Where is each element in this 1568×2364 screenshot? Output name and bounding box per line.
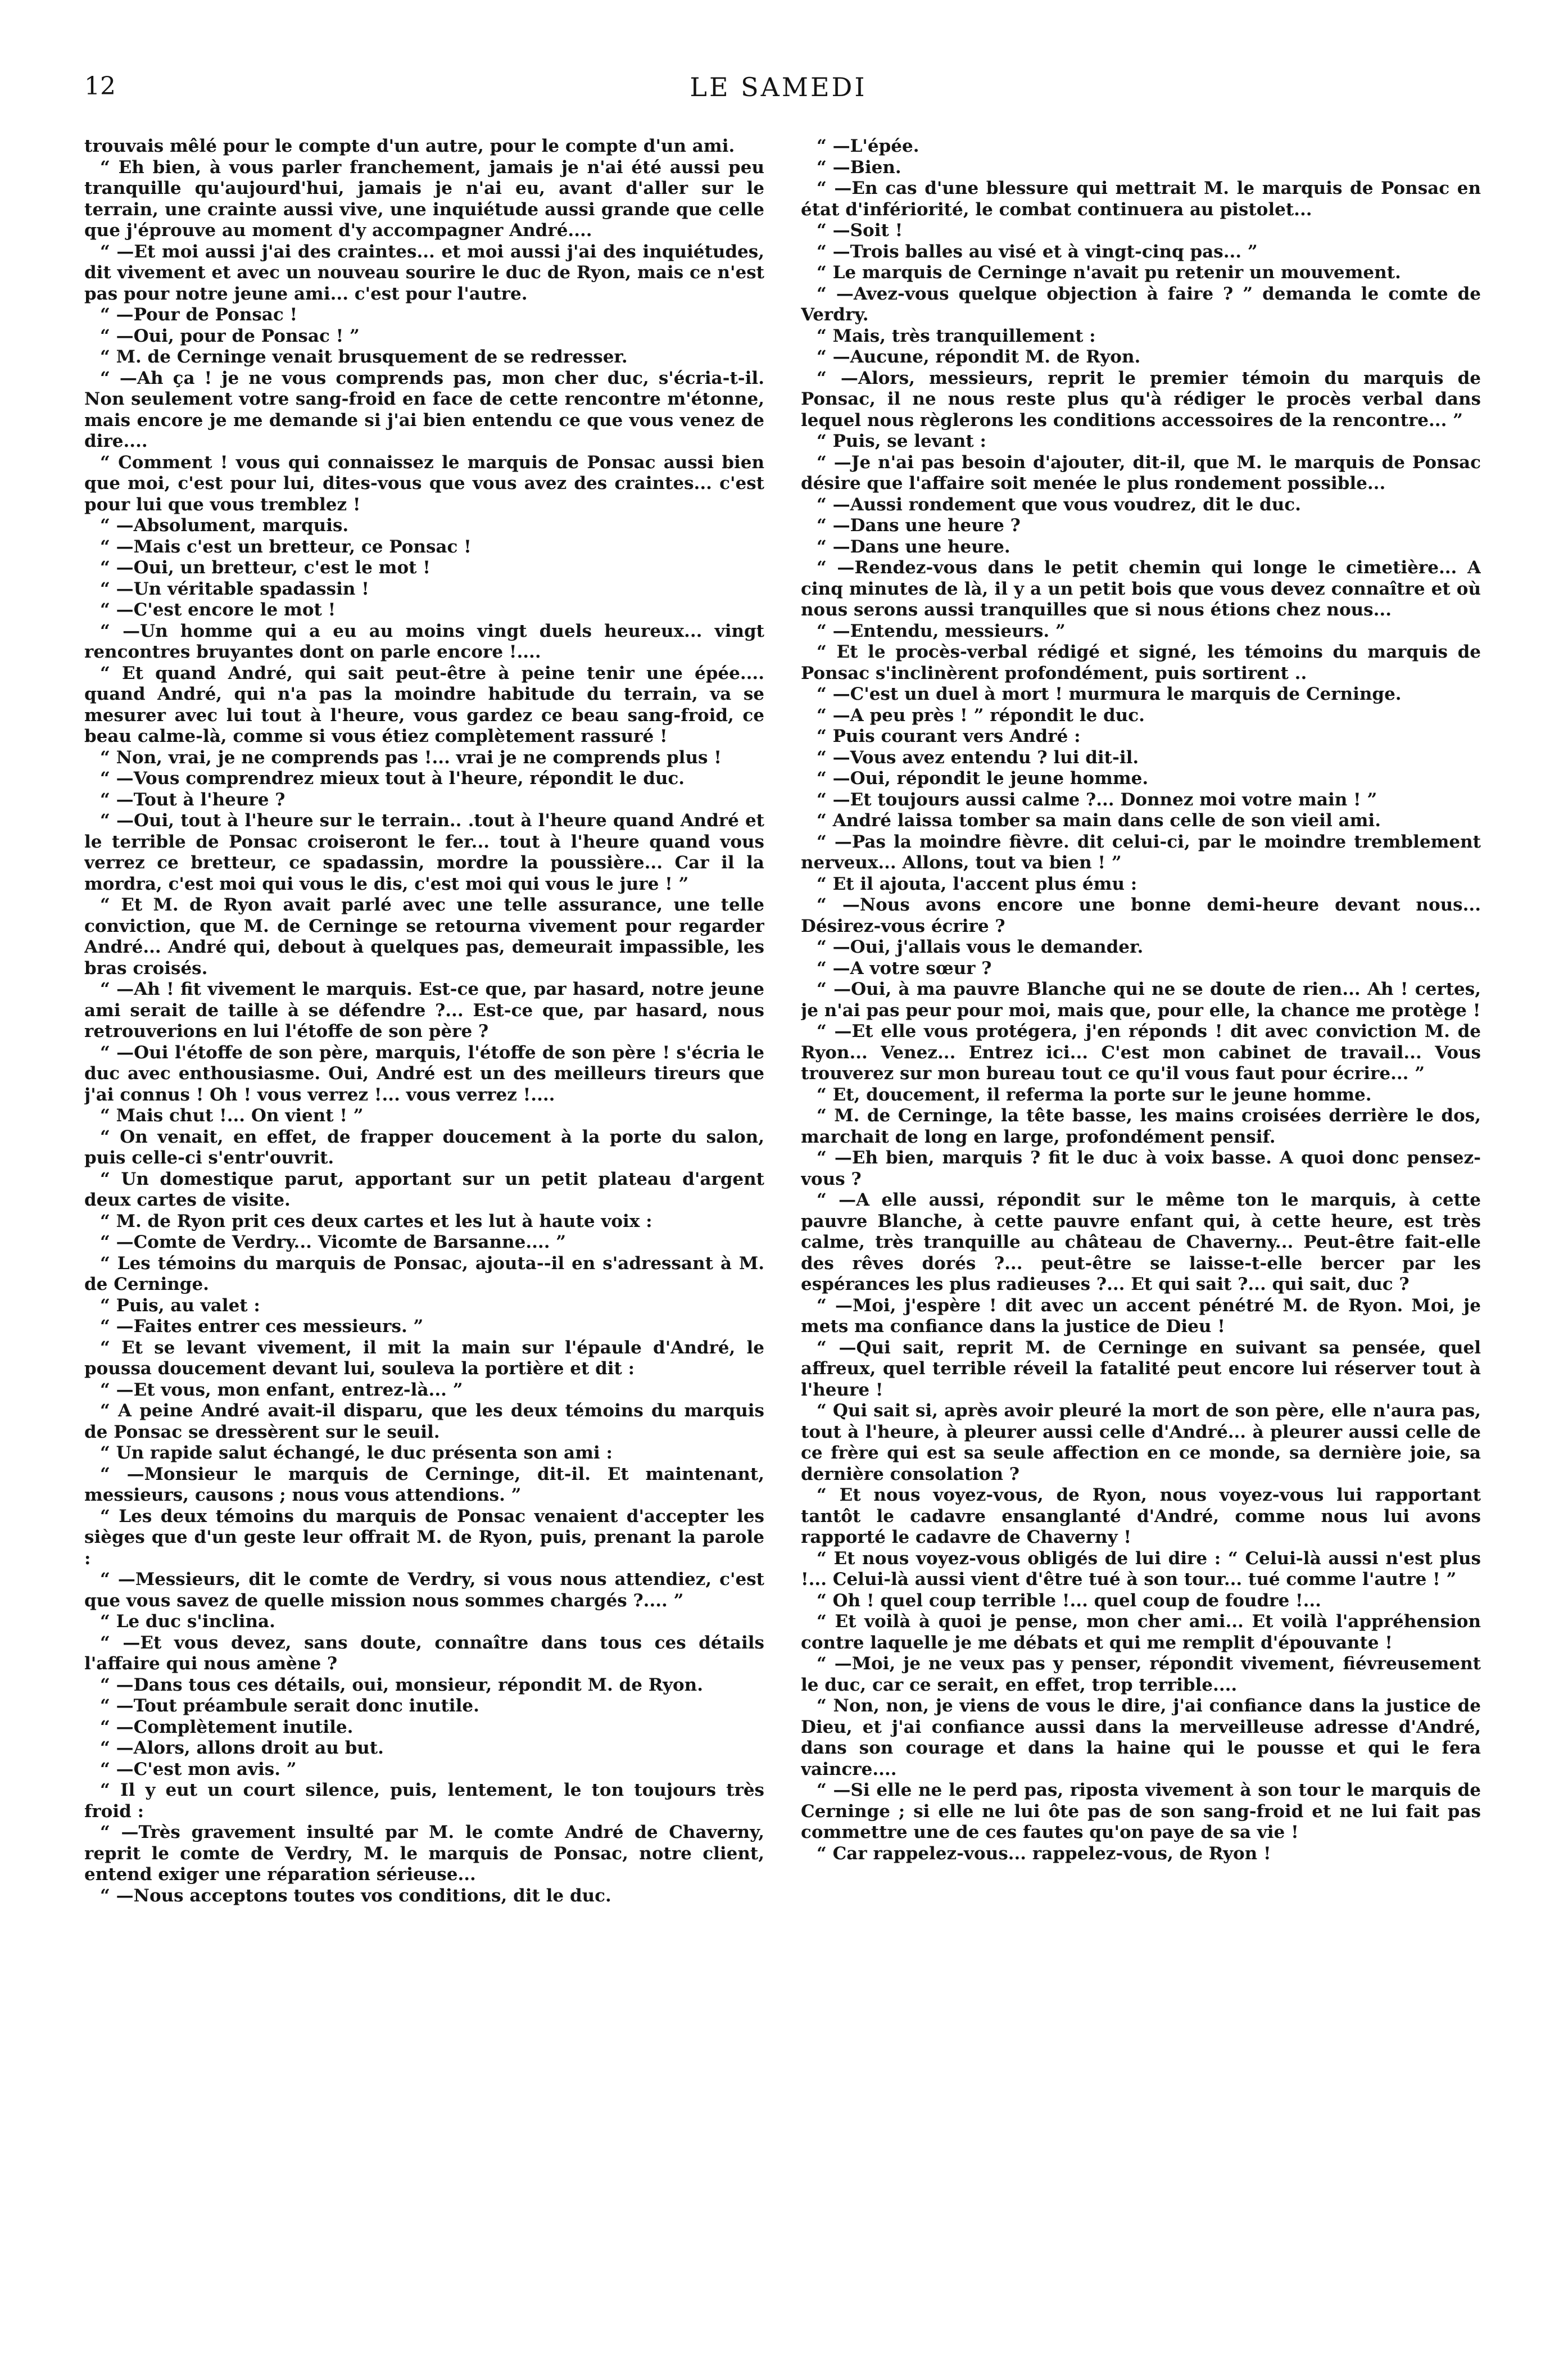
paragraph: “ —Aucune, répondit M. de Ryon. [817, 347, 1141, 367]
paragraph: “ —Absolument, marquis. [100, 515, 349, 536]
paragraph: “ —Qui sait, reprit M. de Cerninge en suivant sa pensée, quel affreux, quel terrible réveil la fatalité peut encore lui réserver tout à l'heure ! [801, 1337, 1481, 1400]
paragraph: “ —A peu près ! ” répondit le duc. [817, 705, 1145, 726]
paragraph: “ —L'épée. [817, 136, 919, 156]
paragraph: “ Et quand André, qui sait peut-être à peine tenir une épée.... quand André, qui n'a pas la moindre habitude du terrain, va se mesurer avec lui tout à l'heure, vous gardez ce beau sang-froid, ce beau calme-là, comme si vous étiez complètement rassuré ! [84, 663, 764, 746]
paragraph: “ —Eh bien, marquis ? fit le duc à voix basse. A quoi donc pensez-vous ? [801, 1148, 1481, 1189]
paragraph: “ —Oui, un bretteur, c'est le mot ! [100, 558, 430, 578]
paragraph: “ Non, vrai, je ne comprends pas !... vrai je ne comprends plus ! [100, 747, 722, 768]
paragraph: “ —Un véritable spadassin ! [100, 578, 369, 599]
paragraph: “ —Moi, je ne veux pas y penser, répondit vivement, fiévreusement le duc, car ce serait, en effet, trop terrible.... [801, 1654, 1481, 1695]
paragraph: “ —Oui, pour de Ponsac ! ” [100, 325, 360, 346]
paragraph: “ Les deux témoins du marquis de Ponsac venaient d'accepter les sièges que d'un geste leur offrait M. de Ryon, puis, prenant la parole : [84, 1506, 764, 1569]
paragraph: “ —Messieurs, dit le comte de Verdry, si vous nous attendiez, c'est que vous savez de quelle mission nous sommes chargés ?.... ” [84, 1569, 764, 1611]
paragraph: “ —Entendu, messieurs. ” [817, 621, 1066, 641]
paragraph: “ —Si elle ne le perd pas, riposta vivement à son tour le marquis de Cerninge ; si elle ne lui ôte pas de son sang-froid et ne lui fait pas commettre une de ces fautes qu'on paye de sa vie ! [801, 1780, 1481, 1842]
paragraph: “ —Oui, tout à l'heure sur le terrain.. .tout à l'heure quand André et le terrible de Ponsac croiseront le fer... tout à l'heure quand vous verrez ce bretteur, ce spadassin, mordre la poussière... Car il la mordra, c'est moi qui vous le dis, c'est moi qui vous le jure ! ” [84, 810, 764, 894]
paragraph: “ —Oui l'étoffe de son père, marquis, l'étoffe de son père ! s'écria le duc avec enthousiasme. Oui, André est un des meilleurs tireurs que j'ai connus ! Oh ! vous verrez !... vous verrez !.... [84, 1042, 764, 1105]
paragraph: “ —Tout à l'heure ? [100, 789, 285, 810]
paragraph: “ —Et elle vous protégera, j'en réponds ! dit avec conviction M. de Ryon... Venez... Entrez ici... C'est mon cabinet de travail... Vous trouverez sur mon bureau tout ce qu'il vous faut pour écrire... ” [801, 1021, 1481, 1084]
paragraph: “ André laissa tomber sa main dans celle de son vieil ami. [817, 810, 1381, 831]
paragraph: “ Le duc s'inclina. [100, 1611, 275, 1632]
paragraph: “ —Monsieur le marquis de Cerninge, dit-il. Et maintenant, messieurs, causons ; nous vous attendions. ” [84, 1464, 764, 1505]
paragraph: “ Puis courant vers André : [817, 726, 1081, 746]
paragraph: “ M. de Ryon prit ces deux cartes et les lut à haute voix : [100, 1211, 652, 1231]
paragraph: “ —A elle aussi, répondit sur le même ton le marquis, à cette pauvre Blanche, à cette pauvre enfant qui, à cette heure, est très calme, très tranquille au château de Chaverny... Peut-être fait-elle des rêves dorés ?... peut-être se laisse-t-elle bercer par les espérances les plus radieuses ?... Et qui sait ?... qui sait, duc ? [801, 1190, 1481, 1294]
paragraph: “ Et il ajouta, l'accent plus ému : [817, 873, 1138, 894]
paragraph: “ Et le procès-verbal rédigé et signé, les témoins du marquis de Ponsac s'inclinèrent profondément, puis sortirent .. [801, 642, 1481, 683]
paragraph: “ —Alors, messieurs, reprit le premier témoin du marquis de Ponsac, il ne nous reste plus qu'à rédiger le procès verbal dans lequel nous règlerons les conditions accessoires de la rencontre... ” [801, 368, 1481, 431]
paragraph: “ —Et vous, mon enfant, entrez-là... ” [100, 1379, 463, 1400]
paragraph: “ Et M. de Ryon avait parlé avec une telle assurance, une telle conviction, que M. de Cerninge se retourna vivement pour regarder André... André qui, debout à quelques pas, demeurait impassible, les bras croisés. [84, 895, 764, 979]
paragraph: “ Puis, au valet : [100, 1295, 260, 1316]
paragraph: “ —Nous avons encore une bonne demi-heure devant nous... Désirez-vous écrire ? [801, 895, 1481, 936]
paragraph: “ Et nous voyez-vous, de Ryon, nous voyez-vous lui rapportant tantôt le cadavre ensanglanté d'André, comme nous lui avons rapporté le cadavre de Chaverny ! [801, 1485, 1481, 1547]
paragraph: “ —Rendez-vous dans le petit chemin qui longe le cimetière... A cinq minutes de là, il y a un petit bois que vous devez connaître et où nous serons aussi tranquilles que si nous étions chez nous... [801, 558, 1481, 620]
paragraph: “ Et se levant vivement, il mit la main sur l'épaule d'André, le poussa doucement devant lui, souleva la portière et dit : [84, 1337, 764, 1379]
paragraph: “ —Nous acceptons toutes vos conditions, dit le duc. [100, 1885, 611, 1906]
paragraph: “ —Très gravement insulté par M. le comte André de Chaverny, reprit le comte de Verdry, M. le marquis de Ponsac, notre client, entend exiger une réparation sérieuse... [84, 1822, 764, 1885]
paragraph: “ —Mais c'est un bretteur, ce Ponsac ! [100, 536, 472, 557]
paragraph: “ —Aussi rondement que vous voudrez, dit le duc. [817, 494, 1301, 515]
paragraph: “ —Je n'ai pas besoin d'ajouter, dit-il, que M. le marquis de Ponsac désire que l'affaire soit menée le plus rondement possible... [801, 452, 1481, 493]
paragraph: “ —Faites entrer ces messieurs. ” [100, 1316, 424, 1337]
paragraph: “ —Tout préambule serait donc inutile. [100, 1696, 479, 1716]
paragraph: “ —C'est encore le mot ! [100, 600, 336, 620]
paragraph: “ Car rappelez-vous... rappelez-vous, de Ryon ! [817, 1843, 1271, 1864]
paragraph: “ —C'est un duel à mort ! murmura le marquis de Cerninge. [817, 684, 1402, 704]
paragraph: “ —Trois balles au visé et à vingt-cinq pas... ” [817, 241, 1258, 262]
journal-title: LE SAMEDI [690, 72, 867, 102]
paragraph: “ Les témoins du marquis de Ponsac, ajouta--il en s'adressant à M. de Cerninge. [84, 1253, 764, 1294]
paragraph: “ —Et vous devez, sans doute, connaître dans tous ces détails l'affaire qui nous amène ? [84, 1632, 764, 1674]
paragraph: trouvais mêlé pour le compte d'un autre, pour le compte d'un ami. [84, 136, 735, 156]
paragraph: “ Il y eut un court silence, puis, lentement, le ton toujours très froid : [84, 1780, 764, 1822]
paragraph: “ —Bien. [817, 157, 901, 178]
paragraph: “ —Et moi aussi j'ai des craintes... et moi aussi j'ai des inquiétudes, dit vivement et avec un nouveau sourire le duc de Ryon, mais ce n'est pas pour notre jeune ami... c'est pour l'autre. [84, 241, 764, 304]
paragraph: “ On venait, en effet, de frapper doucement à la porte du salon, puis celle-ci s'entr'ouvrit. [84, 1126, 764, 1168]
right-text-column [801, 136, 1481, 2328]
paragraph: “ Mais chut !... On vient ! ” [100, 1106, 364, 1126]
paragraph: “ Le marquis de Cerninge n'avait pu retenir un mouvement. [817, 262, 1401, 283]
paragraph: “ —Oui, répondit le jeune homme. [817, 768, 1149, 789]
paragraph: “ Un rapide salut échangé, le duc présenta son ami : [100, 1443, 613, 1463]
paragraph: “ Eh bien, à vous parler franchement, jamais je n'ai été aussi peu tranquille qu'aujourd'hui, jamais je n'ai eu, avant d'aller sur le terrain, une crainte aussi vive, une inquiétude aussi grande que celle que j'éprouve au moment d'y accompagner André.... [84, 157, 764, 241]
paragraph: “ Et voilà à quoi je pense, mon cher ami... Et voilà l'appréhension contre laquelle je me débats et qui me remplit d'épouvante ! [801, 1611, 1481, 1653]
paragraph: “ —Alors, allons droit au but. [100, 1738, 384, 1758]
page-number: 12 [84, 72, 116, 101]
paragraph: “ —C'est mon avis. ” [100, 1759, 297, 1779]
paragraph: “ Et nous voyez-vous obligés de lui dire : “ Celui-là aussi n'est plus !... Celui-là aussi vient d'être tué à son tour... tué comme l'autre ! ” [801, 1548, 1481, 1589]
paragraph: “ —Dans une heure. [817, 536, 1010, 557]
paragraph: “ —Comte de Verdry... Vicomte de Barsanne.... ” [100, 1232, 567, 1252]
left-text-column [84, 136, 764, 2328]
paragraph: “ Non, non, je viens de vous le dire, j'ai confiance dans la justice de Dieu, et j'ai confiance aussi dans la merveilleuse adresse d'André, dans son courage et dans la haine qui le pousse et qui le fera vaincre.... [801, 1696, 1481, 1779]
paragraph: “ M. de Cerninge, la tête basse, les mains croisées derrière le dos, marchait de long en large, profondément pensif. [801, 1106, 1481, 1147]
paragraph: “ Comment ! vous qui connaissez le marquis de Ponsac aussi bien que moi, c'est pour lui, dites-vous que vous avez des craintes... c'est pour lui que vous tremblez ! [84, 452, 764, 515]
paragraph: “ Mais, très tranquillement : [817, 325, 1096, 346]
paragraph: “ —Oui, à ma pauvre Blanche qui ne se doute de rien... Ah ! certes, je n'ai pas peur pour moi, mais que, pour elle, la chance me protège ! [801, 979, 1481, 1021]
paragraph: “ M. de Cerninge venait brusquement de se redresser. [100, 347, 628, 367]
paragraph: “ Qui sait si, après avoir pleuré la mort de son père, elle n'aura pas, tout à l'heure, à pleurer aussi celle d'André... à pleurer aussi celle de ce frère qui est sa seule affection en ce monde, sa dernière joie, sa dernière consolation ? [801, 1401, 1481, 1484]
paragraph: “ —A votre sœur ? [817, 958, 992, 979]
paragraph: “ —Ah ça ! je ne vous comprends pas, mon cher duc, s'écria-t-il. Non seulement votre sang-froid en face de cette rencontre m'étonne, mais encore je me demande si j'ai bien entendu ce que vous venez de dire.... [84, 368, 764, 451]
page-header [84, 72, 1472, 117]
paragraph: “ —Un homme qui a eu au moins vingt duels heureux... vingt rencontres bruyantes dont on parle encore !.... [84, 621, 764, 662]
paragraph: “ —Dans une heure ? [817, 515, 1021, 536]
paragraph: “ Puis, se levant : [817, 431, 986, 451]
paragraph: “ Oh ! quel coup terrible !... quel coup de foudre !... [817, 1590, 1321, 1611]
paragraph: “ —Vous avez entendu ? lui dit-il. [817, 747, 1139, 768]
paragraph: “ —Ah ! fit vivement le marquis. Est-ce que, par hasard, notre jeune ami serait de taille à se défendre ?... Est-ce que, par hasard, nous retrouverions en lui l'étoffe de son père ? [84, 979, 764, 1041]
paragraph: “ —Complètement inutile. [100, 1717, 354, 1737]
paragraph: “ A peine André avait-il disparu, que les deux témoins du marquis de Ponsac se dressèrent sur le seuil. [84, 1401, 764, 1442]
paragraph: “ —Oui, j'allais vous le demander. [817, 937, 1144, 957]
paragraph: “ —Et toujours aussi calme ?... Donnez moi votre main ! ” [817, 789, 1377, 810]
paragraph: “ —Moi, j'espère ! dit avec un accent pénétré M. de Ryon. Moi, je mets ma confiance dans la justice de Dieu ! [801, 1295, 1481, 1337]
paragraph: “ —Pour de Ponsac ! [100, 305, 298, 325]
paragraph: “ Un domestique parut, apportant sur un petit plateau d'argent deux cartes de visite. [84, 1169, 764, 1210]
paragraph: “ —Dans tous ces détails, oui, monsieur, répondit M. de Ryon. [100, 1674, 703, 1695]
paragraph: “ Et, doucement, il referma la porte sur le jeune homme. [817, 1084, 1372, 1105]
paragraph: “ —Pas la moindre fièvre. dit celui-ci, par le moindre tremblement nerveux... Allons, tout va bien ! ” [801, 831, 1481, 873]
paragraph: “ —Avez-vous quelque objection à faire ? ” demanda le comte de Verdry. [801, 283, 1481, 325]
paragraph: “ —Soit ! [817, 220, 903, 241]
paragraph: “ —Vous comprendrez mieux tout à l'heure, répondit le duc. [100, 768, 685, 789]
paragraph: “ —En cas d'une blessure qui mettrait M. le marquis de Ponsac en état d'infériorité, le combat continuera au pistolet... [801, 178, 1481, 220]
